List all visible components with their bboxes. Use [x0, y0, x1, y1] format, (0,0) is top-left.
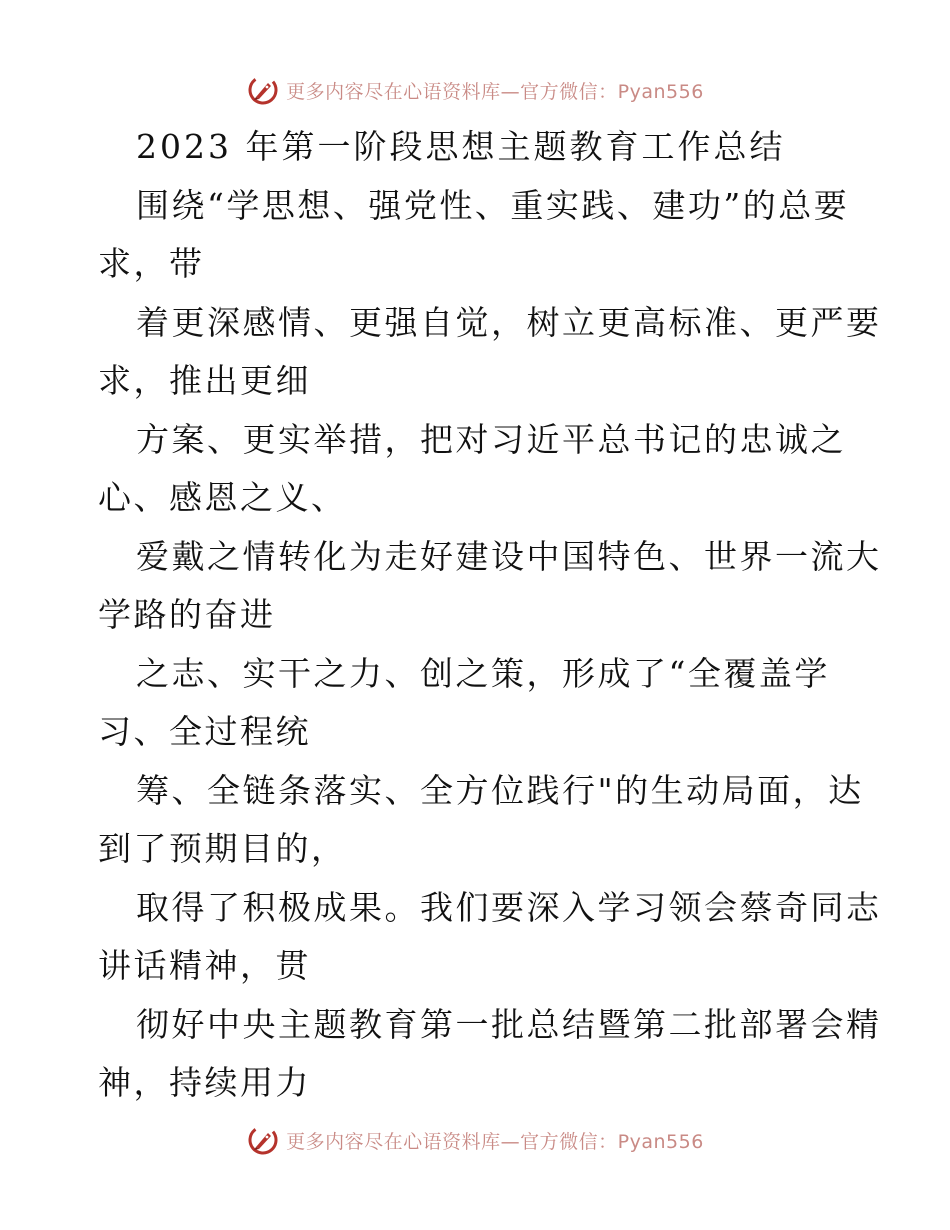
- text-line: 爱戴之情转化为走好建设中国特色、世界一流大: [136, 536, 882, 576]
- watermark-text: 更多内容尽在心语资料库—官方微信：Pyan556: [286, 80, 704, 103]
- text-line: 围绕“学思想、强党性、重实践、建功”的总要: [136, 185, 850, 225]
- text-line: 取得了积极成果。我们要深入学习领会蔡奇同志: [136, 887, 882, 927]
- watermark-text: 更多内容尽在心语资料库—官方微信：Pyan556: [286, 1130, 704, 1153]
- text-line: 筹、全链条落实、全方位践行"的生动局面，达: [136, 770, 864, 810]
- text-line: 神，持续用力: [98, 1063, 311, 1102]
- document-title: 2023 年第一阶段思想主题教育工作总结: [136, 127, 786, 166]
- watermark-footer: [0, 1120, 950, 1160]
- watermark-header: [0, 70, 950, 110]
- text-line: 求，带: [98, 244, 205, 283]
- text-line: 习、全过程统: [98, 712, 311, 751]
- paragraph-lines: [98, 177, 882, 1113]
- text-line: 求，推出更细: [98, 361, 311, 400]
- text-line: 彻好中央主题教育第一批总结暨第二批部署会精: [136, 1004, 882, 1044]
- text-line: 学路的奋进: [98, 595, 276, 634]
- pen-nib-seal-icon: [246, 73, 280, 107]
- text-line: 方案、更实举措，把对习近平总书记的忠诚之: [136, 419, 846, 459]
- text-line: 讲话精神，贯: [98, 946, 311, 985]
- text-line: 到了预期目的，: [98, 829, 347, 868]
- text-line: 之志、实干之力、创之策，形成了“全覆盖学: [136, 653, 830, 693]
- document-body: [98, 118, 882, 1113]
- pen-nib-seal-icon: [246, 1123, 280, 1157]
- text-line: 心、感恩之义、: [98, 478, 347, 517]
- text-line: 着更深感情、更强自觉，树立更高标准、更严要: [136, 302, 882, 342]
